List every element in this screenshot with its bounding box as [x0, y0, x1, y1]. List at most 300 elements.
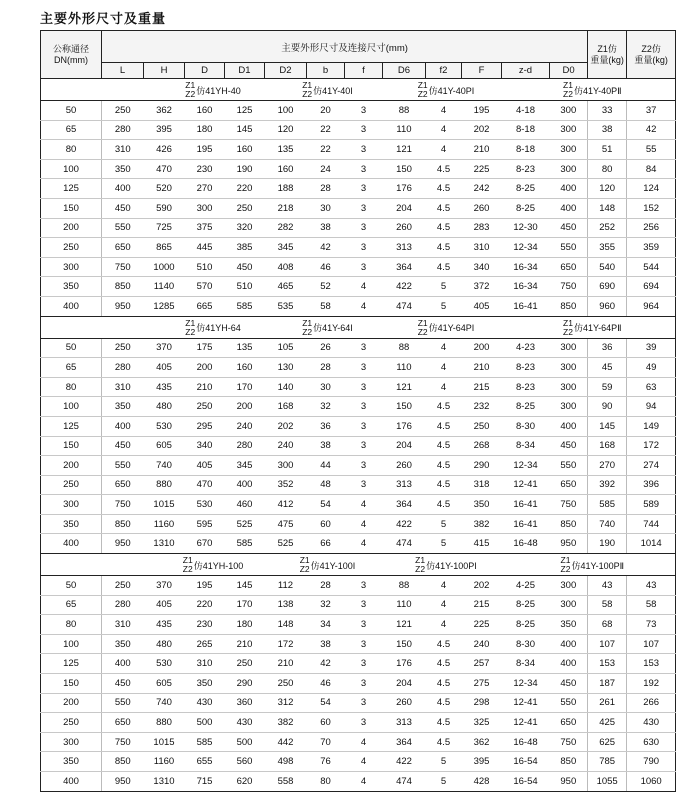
- model-z1: Z1: [185, 317, 196, 328]
- table-cell: 46: [307, 674, 345, 694]
- table-cell: 130: [265, 358, 307, 378]
- table-cell: 145: [225, 120, 265, 140]
- table-cell: 382: [265, 713, 307, 733]
- table-cell: 530: [185, 495, 225, 515]
- table-row: [41, 397, 676, 417]
- table-cell: 140: [265, 377, 307, 397]
- model-z2: Z2: [560, 564, 571, 575]
- table-cell: 150: [383, 159, 426, 179]
- table-cell: 4-25: [502, 576, 550, 596]
- table-row: [41, 179, 676, 199]
- table-cell: 350: [102, 397, 144, 417]
- model-z2: Z2: [563, 326, 573, 337]
- table-cell: 785: [588, 752, 627, 772]
- table-cell: 138: [265, 595, 307, 615]
- table-cell: 422: [383, 752, 426, 772]
- table-cell: 4: [426, 377, 462, 397]
- table-cell: 204: [383, 198, 426, 218]
- table-cell: 88: [383, 576, 426, 596]
- table-cell: 120: [265, 120, 307, 140]
- table-cell: 100: [41, 634, 102, 654]
- table-cell: 740: [144, 456, 185, 476]
- model-z2: Z2: [302, 89, 313, 99]
- table-cell: 176: [383, 654, 426, 674]
- table-cell: 3: [345, 338, 383, 358]
- table-row: [41, 416, 676, 436]
- table-cell: 135: [265, 140, 307, 160]
- table-cell: 350: [102, 634, 144, 654]
- table-cell: 470: [185, 475, 225, 495]
- table-cell: 51: [588, 140, 627, 160]
- table-cell: 605: [144, 436, 185, 456]
- table-cell: 261: [588, 693, 627, 713]
- table-cell: 550: [550, 693, 588, 713]
- table-row: [41, 654, 676, 674]
- table-cell: 280: [102, 358, 144, 378]
- table-cell: 310: [462, 238, 502, 258]
- table-cell: 8-30: [502, 416, 550, 436]
- table-cell: 650: [550, 475, 588, 495]
- table-cell: 350: [41, 277, 102, 297]
- table-cell: 125: [41, 654, 102, 674]
- table-cell: 242: [462, 179, 502, 199]
- table-cell: 88: [383, 101, 426, 121]
- table-cell: 16-48: [502, 732, 550, 752]
- table-cell: 310: [102, 615, 144, 635]
- table-cell: 94: [627, 397, 676, 417]
- table-cell: 190: [225, 159, 265, 179]
- table-cell: 4: [426, 595, 462, 615]
- table-cell: 145: [225, 576, 265, 596]
- table-cell: 400: [102, 654, 144, 674]
- table-cell: 396: [627, 475, 676, 495]
- table-cell: 24: [307, 159, 345, 179]
- table-cell: 400: [550, 654, 588, 674]
- table-cell: 160: [225, 358, 265, 378]
- table-cell: 232: [462, 397, 502, 417]
- table-row: [41, 218, 676, 238]
- table-row: [41, 140, 676, 160]
- table-cell: 202: [265, 416, 307, 436]
- table-cell: 850: [550, 296, 588, 316]
- table-cell: 880: [144, 475, 185, 495]
- table-cell: 1015: [144, 732, 185, 752]
- table-cell: 250: [185, 397, 225, 417]
- table-cell: 215: [462, 377, 502, 397]
- table-row: [41, 772, 676, 792]
- table-cell: 84: [627, 159, 676, 179]
- table-cell: 4.5: [426, 674, 462, 694]
- table-cell: 4.5: [426, 495, 462, 515]
- table-cell: 694: [627, 277, 676, 297]
- table-cell: 474: [383, 296, 426, 316]
- table-cell: 148: [265, 615, 307, 635]
- table-cell: 195: [185, 140, 225, 160]
- table-cell: 364: [383, 732, 426, 752]
- table-cell: 740: [588, 514, 627, 534]
- table-cell: 4: [426, 576, 462, 596]
- model-z2: Z2: [182, 564, 193, 575]
- table-cell: 8-18: [502, 120, 550, 140]
- table-cell: 385: [225, 238, 265, 258]
- table-cell: 125: [41, 416, 102, 436]
- table-cell: 3: [345, 576, 383, 596]
- table-row: [41, 634, 676, 654]
- table-cell: 4.5: [426, 257, 462, 277]
- table-cell: 280: [225, 436, 265, 456]
- table-cell: 168: [265, 397, 307, 417]
- model-name: 仿41Y-100PⅡ: [571, 560, 625, 571]
- table-cell: 750: [550, 277, 588, 297]
- header-dn: 公称通径 DN(mm): [41, 31, 102, 79]
- table-cell: 8-25: [502, 595, 550, 615]
- table-cell: 400: [225, 475, 265, 495]
- table-cell: 4.5: [426, 218, 462, 238]
- column-header-f2: f2: [426, 63, 462, 79]
- table-cell: 16-41: [502, 495, 550, 515]
- table-cell: 59: [588, 377, 627, 397]
- table-cell: 65: [41, 358, 102, 378]
- header-dims-group: 主要外形尺寸及连接尺寸(mm): [102, 31, 588, 63]
- table-cell: 252: [588, 218, 627, 238]
- table-cell: 690: [588, 277, 627, 297]
- model-z1: Z1: [302, 80, 313, 90]
- table-cell: 4.5: [426, 713, 462, 733]
- table-cell: 725: [144, 218, 185, 238]
- table-cell: 3: [345, 416, 383, 436]
- table-cell: 960: [588, 296, 627, 316]
- table-cell: 250: [462, 416, 502, 436]
- table-cell: 350: [41, 514, 102, 534]
- table-cell: 4: [426, 120, 462, 140]
- model-label: [265, 79, 383, 101]
- table-cell: 66: [307, 534, 345, 554]
- table-cell: 80: [41, 377, 102, 397]
- table-cell: 4.5: [426, 693, 462, 713]
- table-cell: 65: [41, 595, 102, 615]
- table-cell: 110: [383, 120, 426, 140]
- table-row: [41, 495, 676, 515]
- table-cell: 3: [345, 674, 383, 694]
- table-cell: 37: [627, 101, 676, 121]
- table-cell: 550: [102, 218, 144, 238]
- table-cell: 510: [185, 257, 225, 277]
- table-cell: 525: [225, 514, 265, 534]
- table-cell: 395: [144, 120, 185, 140]
- table-cell: 1055: [588, 772, 627, 792]
- table-cell: 4: [345, 514, 383, 534]
- table-cell: 210: [462, 358, 502, 378]
- table-cell: 110: [383, 358, 426, 378]
- table-cell: 36: [307, 416, 345, 436]
- table-cell: 105: [265, 338, 307, 358]
- table-cell: 744: [627, 514, 676, 534]
- table-cell: 4.5: [426, 416, 462, 436]
- table-cell: 20: [307, 101, 345, 121]
- table-cell: 260: [383, 218, 426, 238]
- model-z1: Z1: [417, 317, 428, 328]
- table-cell: 313: [383, 475, 426, 495]
- table-cell: 4: [426, 615, 462, 635]
- table-cell: 121: [383, 377, 426, 397]
- table-cell: 5: [426, 752, 462, 772]
- table-row: [41, 693, 676, 713]
- table-cell: 3: [345, 159, 383, 179]
- table-cell: 42: [307, 238, 345, 258]
- table-cell: 370: [144, 576, 185, 596]
- table-cell: 430: [185, 693, 225, 713]
- table-cell: 250: [265, 674, 307, 694]
- table-cell: 43: [588, 576, 627, 596]
- model-label: [383, 554, 502, 576]
- table-cell: 442: [265, 732, 307, 752]
- table-cell: 280: [102, 120, 144, 140]
- table-cell: 36: [588, 338, 627, 358]
- table-row: [41, 436, 676, 456]
- table-cell: 400: [550, 179, 588, 199]
- table-cell: 370: [144, 338, 185, 358]
- table-cell: 865: [144, 238, 185, 258]
- table-row: [41, 595, 676, 615]
- table-cell: 170: [225, 377, 265, 397]
- table-cell: 4.5: [426, 179, 462, 199]
- page-title: 主要外形尺寸及重量: [40, 12, 167, 27]
- table-cell: 38: [307, 436, 345, 456]
- column-header-l: L: [102, 63, 144, 79]
- table-cell: 260: [383, 456, 426, 476]
- table-cell: 210: [265, 654, 307, 674]
- table-cell: 80: [588, 159, 627, 179]
- table-row: [41, 296, 676, 316]
- table-cell: 422: [383, 277, 426, 297]
- table-cell: 8-23: [502, 358, 550, 378]
- table-cell: 300: [550, 338, 588, 358]
- table-cell: 38: [588, 120, 627, 140]
- table-cell: 426: [144, 140, 185, 160]
- table-cell: 204: [383, 674, 426, 694]
- table-cell: 50: [41, 576, 102, 596]
- table-cell: 265: [185, 634, 225, 654]
- model-z1: Z1: [415, 555, 426, 566]
- table-cell: 950: [550, 772, 588, 792]
- model-label: [502, 79, 676, 101]
- table-cell: 405: [462, 296, 502, 316]
- table-cell: 362: [462, 732, 502, 752]
- table-cell: 4-23: [502, 338, 550, 358]
- table-cell: 76: [307, 752, 345, 772]
- table-cell: 12-34: [502, 456, 550, 476]
- table-cell: 100: [41, 159, 102, 179]
- table-cell: 12-30: [502, 218, 550, 238]
- table-cell: 290: [225, 674, 265, 694]
- table-cell: 4: [345, 534, 383, 554]
- table-cell: 300: [185, 198, 225, 218]
- model-z1: Z1: [417, 80, 428, 90]
- table-cell: 850: [550, 752, 588, 772]
- model-z1: Z1: [299, 555, 310, 566]
- table-cell: 220: [185, 595, 225, 615]
- table-cell: 268: [462, 436, 502, 456]
- table-row: [41, 615, 676, 635]
- table-cell: 320: [225, 218, 265, 238]
- table-cell: 350: [185, 674, 225, 694]
- table-cell: 210: [225, 634, 265, 654]
- table-cell: 80: [307, 772, 345, 792]
- table-cell: 590: [144, 198, 185, 218]
- table-cell: 520: [144, 179, 185, 199]
- table-cell: 350: [462, 495, 502, 515]
- table-cell: 88: [383, 338, 426, 358]
- table-cell: 39: [627, 338, 676, 358]
- table-row: [41, 377, 676, 397]
- table-cell: 415: [462, 534, 502, 554]
- table-row: [41, 752, 676, 772]
- table-cell: 50: [41, 101, 102, 121]
- table-cell: 8-30: [502, 634, 550, 654]
- table-cell: 750: [102, 257, 144, 277]
- table-cell: 250: [102, 338, 144, 358]
- model-z2: Z2: [185, 89, 196, 99]
- table-cell: 270: [588, 456, 627, 476]
- table-cell: 360: [225, 693, 265, 713]
- table-cell: 48: [307, 475, 345, 495]
- table-cell: 790: [627, 752, 676, 772]
- table-cell: 190: [588, 534, 627, 554]
- table-cell: 445: [185, 238, 225, 258]
- table-cell: 54: [307, 693, 345, 713]
- table-cell: 42: [307, 654, 345, 674]
- table-cell: 150: [41, 198, 102, 218]
- table-cell: 1014: [627, 534, 676, 554]
- table-cell: 450: [102, 198, 144, 218]
- table-cell: 4.5: [426, 634, 462, 654]
- table-cell: 12-41: [502, 475, 550, 495]
- table-cell: 550: [550, 456, 588, 476]
- table-cell: 153: [627, 654, 676, 674]
- table-cell: 22: [307, 140, 345, 160]
- table-cell: 257: [462, 654, 502, 674]
- table-cell: 1310: [144, 772, 185, 792]
- table-cell: 65: [41, 120, 102, 140]
- table-cell: 345: [265, 238, 307, 258]
- table-cell: 300: [550, 159, 588, 179]
- table-cell: 3: [345, 475, 383, 495]
- column-header-d0: D0: [550, 63, 588, 79]
- table-cell: 3: [345, 615, 383, 635]
- table-cell: 850: [550, 514, 588, 534]
- spec-table: [40, 30, 676, 792]
- table-cell: 300: [41, 495, 102, 515]
- table-cell: 4: [426, 338, 462, 358]
- table-cell: 3: [345, 595, 383, 615]
- table-row: [41, 534, 676, 554]
- table-cell: 650: [550, 257, 588, 277]
- table-cell: 275: [462, 674, 502, 694]
- table-cell: 160: [265, 159, 307, 179]
- table-cell: 3: [345, 140, 383, 160]
- table-row: [41, 101, 676, 121]
- table-cell: 150: [383, 397, 426, 417]
- table-cell: 4: [345, 732, 383, 752]
- table-cell: 225: [462, 615, 502, 635]
- table-cell: 550: [550, 238, 588, 258]
- table-cell: 3: [345, 634, 383, 654]
- table-cell: 425: [588, 713, 627, 733]
- table-cell: 382: [462, 514, 502, 534]
- column-header-d1: D1: [225, 63, 265, 79]
- table-cell: 650: [102, 238, 144, 258]
- table-cell: 4.5: [426, 456, 462, 476]
- table-cell: 400: [102, 416, 144, 436]
- table-cell: 50: [41, 338, 102, 358]
- table-cell: 168: [588, 436, 627, 456]
- model-row-blank: [41, 79, 102, 101]
- model-z1: Z1: [185, 80, 196, 90]
- table-cell: 850: [102, 514, 144, 534]
- model-z2: Z2: [563, 89, 573, 99]
- table-cell: 16-41: [502, 514, 550, 534]
- table-cell: 4: [345, 277, 383, 297]
- table-cell: 110: [383, 595, 426, 615]
- table-cell: 4: [426, 101, 462, 121]
- table-cell: 480: [144, 634, 185, 654]
- table-cell: 80: [41, 615, 102, 635]
- table-cell: 405: [185, 456, 225, 476]
- model-name: 仿41YH-100: [193, 560, 244, 571]
- table-cell: 283: [462, 218, 502, 238]
- table-cell: 8-25: [502, 615, 550, 635]
- model-name: 仿41Y-100I: [310, 560, 356, 571]
- table-cell: 250: [102, 101, 144, 121]
- table-cell: 100: [41, 397, 102, 417]
- table-cell: 125: [225, 101, 265, 121]
- table-cell: 210: [462, 140, 502, 160]
- table-cell: 150: [41, 436, 102, 456]
- table-cell: 12-34: [502, 238, 550, 258]
- table-cell: 3: [345, 198, 383, 218]
- table-cell: 412: [265, 495, 307, 515]
- table-cell: 22: [307, 120, 345, 140]
- table-row: [41, 257, 676, 277]
- table-cell: 408: [265, 257, 307, 277]
- table-cell: 558: [265, 772, 307, 792]
- table-cell: 12-41: [502, 713, 550, 733]
- table-cell: 318: [462, 475, 502, 495]
- table-cell: 16-34: [502, 277, 550, 297]
- table-cell: 470: [144, 159, 185, 179]
- table-cell: 1160: [144, 752, 185, 772]
- table-cell: 3: [345, 257, 383, 277]
- table-cell: 650: [550, 713, 588, 733]
- table-cell: 38: [307, 634, 345, 654]
- table-cell: 4.5: [426, 732, 462, 752]
- table-cell: 428: [462, 772, 502, 792]
- table-cell: 4: [345, 495, 383, 515]
- table-cell: 16-41: [502, 296, 550, 316]
- table-cell: 435: [144, 615, 185, 635]
- table-row: [41, 475, 676, 495]
- table-cell: 125: [41, 179, 102, 199]
- table-cell: 200: [462, 338, 502, 358]
- table-cell: 4: [345, 752, 383, 772]
- table-cell: 375: [185, 218, 225, 238]
- table-cell: 310: [102, 377, 144, 397]
- table-row: [41, 159, 676, 179]
- table-cell: 340: [185, 436, 225, 456]
- model-z2: Z2: [415, 564, 426, 575]
- table-cell: 475: [265, 514, 307, 534]
- table-cell: 225: [462, 159, 502, 179]
